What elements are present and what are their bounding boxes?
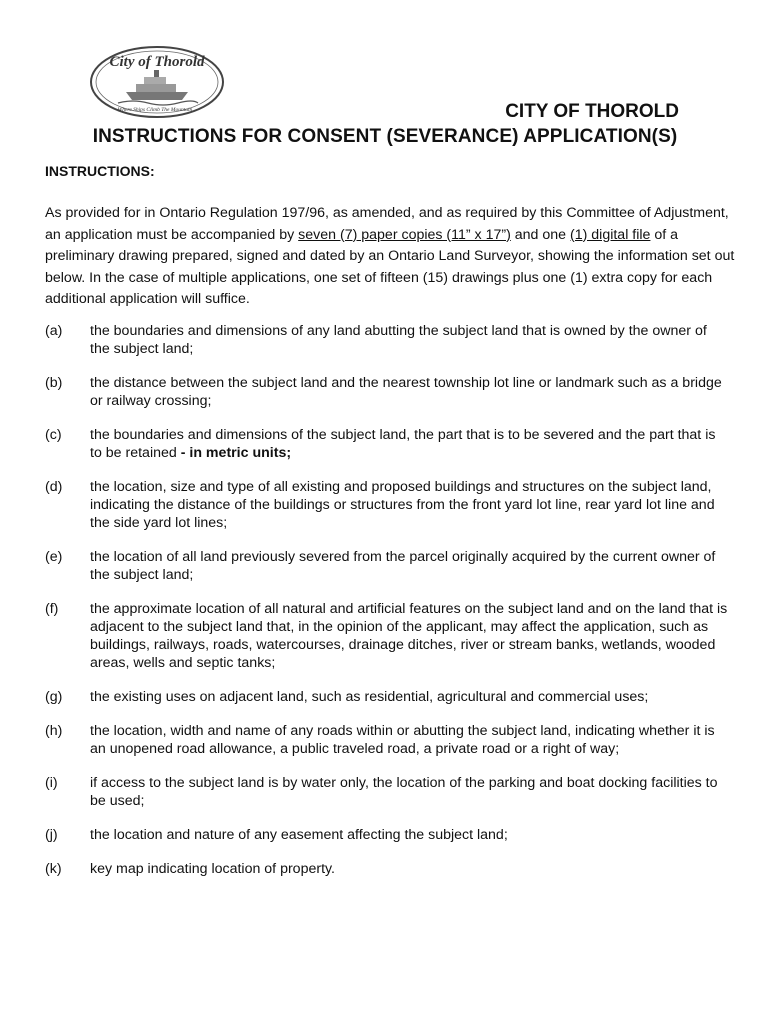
- city-title: CITY OF THOROLD: [505, 101, 679, 122]
- list-marker: (i): [45, 775, 58, 791]
- paper-copies-requirement: seven (7) paper copies (11” x 17”): [298, 226, 511, 243]
- list-marker: (k): [45, 861, 62, 877]
- list-marker: (c): [45, 427, 62, 443]
- list-text: the boundaries and dimensions of the subject land, the part that is to be severed and the part that is to be retained: [90, 427, 716, 461]
- digital-file-requirement: (1) digital file: [570, 226, 651, 243]
- list-item: [45, 322, 730, 358]
- intro-paragraph: [45, 203, 735, 311]
- list-item: [45, 826, 730, 844]
- list-text: the existing uses on adjacent land, such as residential, agricultural and commercial uses;: [90, 689, 649, 705]
- list-marker: (b): [45, 375, 63, 391]
- list-text: the location, size and type of all existing and proposed buildings and structures on the subject land, indicating the distance of the buildings or structures from the front yard lot line, rear yard lot line and the side yard lot lines;: [90, 479, 715, 531]
- list-text: the location and nature of any easement affecting the subject land;: [90, 827, 508, 843]
- list-marker: (g): [45, 689, 63, 705]
- city-logo: [88, 44, 226, 120]
- list-text: the approximate location of all natural and artificial features on the subject land and on the land that is adjacent to the subject land that, in the opinion of the applicant, may affect the application, such as buildings, railways, roads, watercourses, drainage ditches, river or stream banks, wetlands, wooded areas, wells and septic tanks;: [90, 601, 728, 671]
- list-item: [45, 600, 730, 672]
- list-marker: (a): [45, 323, 63, 339]
- requirements-list: [45, 322, 730, 894]
- list-item: [45, 548, 730, 584]
- list-text: the boundaries and dimensions of any land abutting the subject land that is owned by the owner of the subject land;: [90, 323, 707, 357]
- list-item: [45, 722, 730, 758]
- metric-units-note: - in metric units;: [180, 445, 292, 461]
- list-text: key map indicating location of property.: [90, 861, 335, 877]
- instructions-heading: INSTRUCTIONS:: [45, 163, 155, 179]
- list-marker: (j): [45, 827, 58, 843]
- page-title: INSTRUCTIONS FOR CONSENT (SEVERANCE) APPLICATION(S): [92, 126, 678, 147]
- list-item: [45, 478, 730, 532]
- list-text: the location, width and name of any roads within or abutting the subject land, indicating whether it is an unopened road allowance, a public traveled road, a private road or a right of way;: [90, 723, 715, 757]
- list-text: the location of all land previously severed from the parcel originally acquired by the current owner of the subject land;: [90, 549, 716, 583]
- list-marker: (d): [45, 479, 63, 495]
- list-marker: (e): [45, 549, 63, 565]
- logo-tagline: Where Ships Climb The Mountain...: [117, 107, 197, 113]
- list-item: [45, 374, 730, 410]
- list-item: [45, 426, 730, 462]
- list-marker: (h): [45, 723, 63, 739]
- list-text: the distance between the subject land and the nearest township lot line or landmark such as a bridge or railway crossing;: [90, 375, 722, 409]
- list-item: [45, 774, 730, 810]
- city-seal-icon: [88, 44, 226, 120]
- list-text: if access to the subject land is by water only, the location of the parking and boat docking facilities to be used;: [90, 775, 718, 809]
- list-item: [45, 860, 730, 878]
- logo-name: City of Thorold: [109, 54, 205, 70]
- list-text-container: [90, 426, 730, 462]
- list-marker: (f): [45, 601, 59, 617]
- intro-text-2: and one: [510, 226, 570, 243]
- intro-text-3: of a preliminary drawing prepared, signed and dated by an Ontario Land Surveyor, showing the information set out below. In the case of multiple applications, one set of fifteen (15) drawings plus one (1) extra copy for each additional application will suffice.: [45, 226, 735, 307]
- intro-text-1: As provided for in Ontario Regulation 197/96, as amended, and as required by this Committee of Adjustment, an application must be accompanied by: [45, 205, 729, 243]
- list-item: [45, 688, 730, 706]
